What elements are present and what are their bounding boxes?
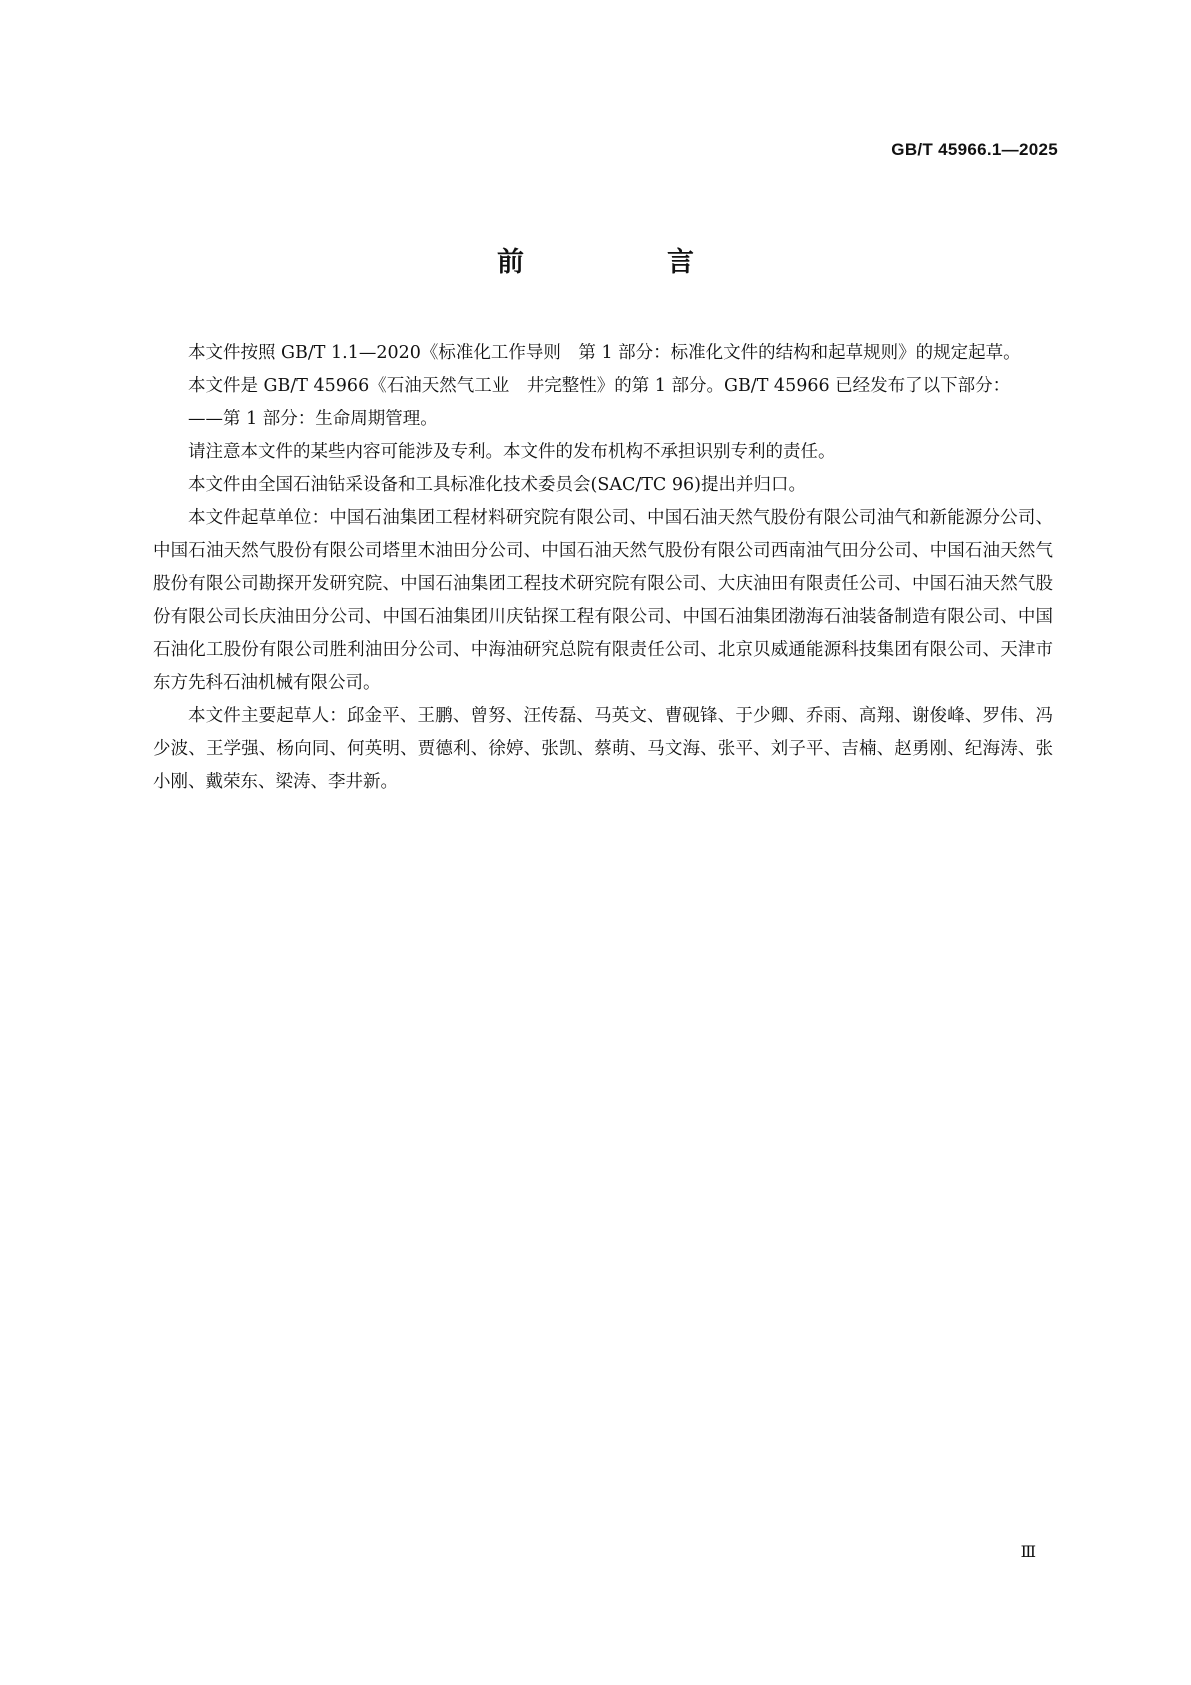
paragraph-drafting-rules: 本文件按照 GB/T 1.1—2020《标准化工作导则 第 1 部分：标准化文件的结构和起草规则》的规定起草。 [188, 343, 1021, 363]
paragraph-drafting-units: 本文件起草单位：中国石油集团工程材料研究院有限公司、中国石油天然气股份有限公司油气和新能源分公司、中国石油天然气股份有限公司塔里木油田分公司、中国石油天然气股份有限公司西南油气田分公司、中国石油天然气股份有限公司勘探开发研究院、中国石油集团工程技术研究院有限公司、大庆油田有限责任公司、中国石油天然气股份有限公司长庆油田分公司、中国石油集团川庆钻探工程有限公司、中国石油集团渤海石油装备制造有限公司、中国石油化工股份有限公司胜利油田分公司、中海油研究总院有限责任公司、北京贝威通能源科技集团有限公司、天津市东方先科石油机械有限公司。 [153, 508, 1053, 693]
page-title: 前 言 [497, 247, 752, 278]
paragraph-proposed-by: 本文件由全国石油钻采设备和工具标准化技术委员会(SAC/TC 96)提出并归口。 [188, 475, 806, 495]
paragraph-patent-notice: 请注意本文件的某些内容可能涉及专利。本文件的发布机构不承担识别专利的责任。 [188, 442, 836, 462]
page-number: Ⅲ [1020, 1542, 1035, 1561]
paragraph-part-list-item: ——第 1 部分：生命周期管理。 [188, 409, 438, 429]
paragraph-drafters: 本文件主要起草人：邱金平、王鹏、曾努、汪传磊、马英文、曹砚锋、于少卿、乔雨、高翔、谢俊峰、罗伟、冯少波、王学强、杨向同、何英明、贾德利、徐婷、张凯、蔡萌、马文海、张平、刘子平、吉楠、赵勇刚、纪海涛、张小刚、戴荣东、梁涛、李井新。 [153, 706, 1053, 792]
standard-code: GB/T 45966.1—2025 [891, 140, 1058, 159]
preface-body [153, 337, 1053, 799]
paragraph-part-of-series: 本文件是 GB/T 45966《石油天然气工业 井完整性》的第 1 部分。GB/T 45966 已经发布了以下部分： [188, 376, 1011, 396]
